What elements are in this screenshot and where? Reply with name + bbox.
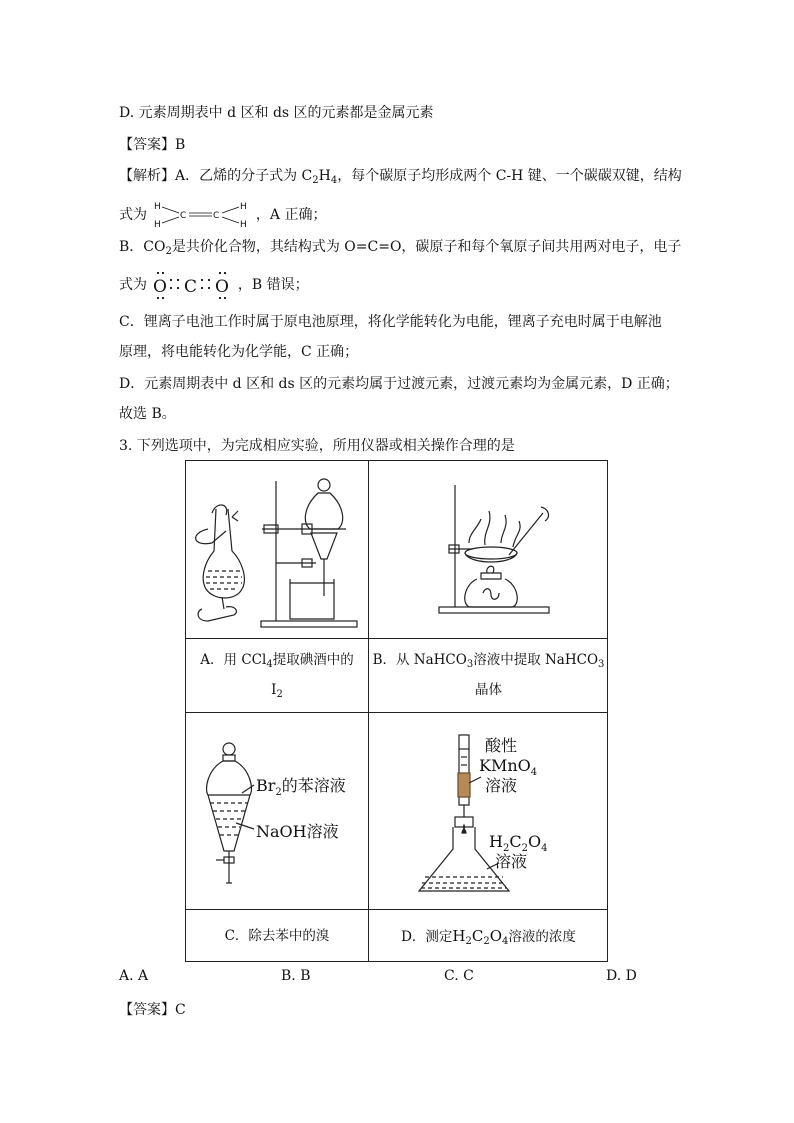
analysis-a-line1: 【解析】A．乙烯的分子式为 $C_2H_4$，每个碳原子均形成两个 C-H 键、一个碳碳双键，结构 bbox=[119, 168, 682, 186]
analysis-c-line2: 原理，将电能转化为化学能，C 正确； bbox=[119, 344, 359, 360]
h-atom-top-right: H bbox=[240, 202, 248, 212]
option-d-line: D. 元素周期表中 d 区和 ds 区的元素都是金属元素 bbox=[119, 105, 434, 121]
analysis-c-line1: C．锂离子电池工作时属于原电池原理，将化学能转化为电能，锂离子充电时属于电解池 bbox=[119, 314, 662, 330]
h-atom-top-left: H bbox=[154, 202, 162, 212]
option-c[interactable]: C. C bbox=[444, 968, 474, 984]
analysis-b-line1: B．$CO_2$是共价化合物，其结构式为 O=C=O，碳原子和每个氧原子间共用两对电子，电子 bbox=[119, 239, 682, 257]
h-atom-bottom-left: H bbox=[154, 220, 162, 230]
cell-d-caption bbox=[368, 909, 608, 962]
cell-b-image bbox=[368, 461, 608, 639]
answer-label: 【答案】B bbox=[119, 137, 186, 153]
cell-d-caption-text: D．测定$H_2C_2O_4$溶液的浓度 bbox=[401, 927, 576, 947]
question-3: 3. 下列选项中，为完成相应实验，所用仪器或相关操作合理的是 bbox=[119, 438, 515, 454]
cell-d-image bbox=[368, 712, 608, 910]
h-atom-bottom-right: H bbox=[240, 220, 248, 230]
separatory-extraction-illustration bbox=[186, 461, 369, 639]
label-bromine-benzene: $Br_2$的苯溶液 bbox=[256, 776, 346, 798]
cell-b-caption-line2: 晶体 bbox=[475, 682, 502, 698]
evaporation-illustration bbox=[369, 461, 609, 639]
c-atom: C bbox=[184, 277, 198, 297]
option-d[interactable]: D. D bbox=[606, 968, 637, 984]
c-atom-left: C bbox=[180, 211, 187, 221]
cell-b-caption bbox=[368, 638, 608, 713]
label-kmno4: KMnO$_4$ bbox=[479, 756, 538, 778]
label-naoh-solution: NaOH溶液 bbox=[256, 822, 339, 841]
cell-a-image bbox=[186, 461, 369, 639]
label-acidic: 酸性 bbox=[485, 736, 518, 755]
label-solution-2: 溶液 bbox=[495, 852, 528, 871]
co2-electron-formula bbox=[151, 270, 233, 300]
experiment-table bbox=[185, 460, 608, 962]
analysis-a-line2: 式为 H H C C H H ，A 正确； bbox=[119, 202, 327, 230]
cell-c-caption-text: C．除去苯中的溴 bbox=[224, 928, 330, 944]
answer-label-2: 【答案】C bbox=[119, 1002, 186, 1018]
cell-c-image bbox=[186, 712, 369, 910]
analysis-conclusion: 故选 B。 bbox=[119, 406, 176, 422]
label-h2c2o4: $H_2C_2O_4$ bbox=[489, 832, 548, 854]
analysis-b-line2: 式为 O C O ，B 错误； bbox=[119, 270, 309, 300]
option-b[interactable]: B. B bbox=[281, 968, 311, 984]
option-a[interactable]: A. A bbox=[119, 968, 149, 984]
ethylene-structure bbox=[151, 200, 251, 230]
cell-b-caption-line1: B．从 NaHCO$_3$溶液中提取 NaHCO$_3$ bbox=[372, 652, 605, 670]
cell-a-caption bbox=[186, 638, 369, 713]
bromine-removal-illustration bbox=[186, 713, 369, 911]
o-atom-right: O bbox=[215, 277, 230, 297]
label-solution-1: 溶液 bbox=[485, 776, 518, 795]
analysis-d-line1: D．元素周期表中 d 区和 ds 区的元素均属于过渡元素，过渡元素均为金属元素，D 正确； bbox=[119, 376, 679, 392]
cell-a-caption-line2: $I_2$ bbox=[271, 682, 283, 700]
cell-a-caption-line1: A．用 CCl$_4$提取碘酒中的 bbox=[200, 652, 354, 670]
o-atom-left: O bbox=[153, 277, 168, 297]
titration-illustration bbox=[369, 713, 609, 911]
answer-options bbox=[119, 968, 639, 988]
c-atom-right: C bbox=[213, 211, 220, 221]
cell-c-caption bbox=[186, 909, 369, 962]
